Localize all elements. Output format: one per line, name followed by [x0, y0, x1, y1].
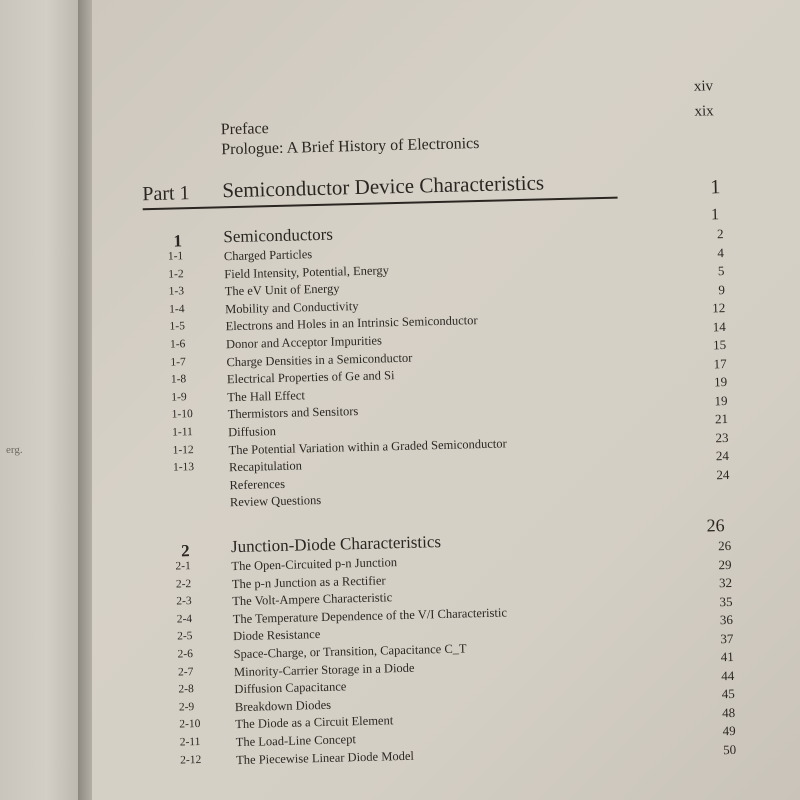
book-gutter: [78, 0, 92, 800]
section-number: 2-3: [176, 595, 192, 608]
section-page: 19: [714, 392, 728, 408]
section-title: The Piecewise Linear Diode Model: [236, 748, 415, 767]
part-title: Semiconductor Device Characteristics: [221, 170, 545, 203]
section-number: 2-6: [177, 648, 194, 661]
section-number: 1-12: [172, 443, 194, 457]
chapter-1-title: Semiconductors: [223, 224, 334, 247]
section-number: 2-4: [176, 612, 193, 626]
section-page: 2: [716, 226, 724, 242]
section-number: 1-3: [168, 285, 185, 298]
chapter-2-page: 26: [706, 515, 725, 536]
section-title: References: [229, 476, 286, 492]
section-title: The Volt-Ampere Characteristic: [232, 590, 393, 609]
section-page: 24: [715, 447, 730, 464]
section-title: Thermistors and Sensitors: [227, 404, 359, 422]
left-page-fragment: erg.: [6, 444, 23, 456]
toc-sheet: [92, 0, 800, 800]
section-number: 2-11: [179, 735, 201, 749]
section-number: 2-12: [180, 753, 202, 767]
section-title: Charge Densities in a Semiconductor: [226, 350, 413, 369]
section-title: The eV Unit of Energy: [224, 281, 340, 299]
section-title: The Hall Effect: [227, 388, 305, 405]
section-title: Field Intensity, Potential, Energy: [224, 262, 390, 281]
section-title: The Diode as a Circuit Element: [235, 713, 394, 732]
section-title: The Load-Line Concept: [235, 732, 356, 750]
section-title: Electrons and Holes in an Intrinsic Semiconductor: [225, 313, 478, 334]
section-title: Donor and Acceptor Impurities: [225, 333, 383, 352]
section-page: 41: [720, 648, 734, 665]
section-page: 19: [713, 374, 728, 390]
part-label: Part 1: [142, 182, 190, 206]
section-title: Breakdown Diodes: [234, 697, 332, 714]
section-page: 49: [722, 722, 736, 739]
section-title: Diode Resistance: [233, 627, 321, 644]
section-page: 29: [718, 556, 732, 572]
section-number: 1-11: [172, 426, 193, 439]
section-page: 24: [716, 466, 730, 482]
section-title: Diffusion: [228, 424, 277, 440]
section-title: Review Questions: [229, 493, 322, 510]
section-page: 44: [721, 667, 735, 683]
section-page: 32: [718, 574, 733, 591]
section-number: 1-2: [168, 267, 184, 281]
chapter-2-number: 2: [180, 541, 190, 561]
section-title: The p-n Junction as a Rectifier: [231, 573, 386, 591]
section-title: Electrical Properties of Ge and Si: [226, 368, 395, 387]
section-title: The Temperature Dependence of the V/I Characteristic: [232, 605, 508, 626]
chapter-2-title: Junction-Diode Characteristics: [230, 532, 442, 557]
section-title: Mobility and Conductivity: [225, 298, 359, 317]
section-number: 1-1: [167, 250, 184, 263]
section-page: 5: [717, 263, 725, 279]
section-number: 1-9: [171, 391, 187, 404]
section-number: 2-7: [177, 665, 194, 679]
section-page: 26: [717, 537, 732, 554]
section-title: Charged Particles: [223, 247, 313, 264]
section-number: 2-10: [179, 718, 201, 731]
section-number: 1-5: [169, 320, 186, 334]
chapter-1-number: 1: [173, 231, 183, 251]
part-page: 1: [710, 176, 721, 199]
section-page: 14: [712, 318, 726, 334]
left-page: [0, 0, 78, 800]
section-page: 36: [719, 611, 734, 628]
section-number: 1-8: [170, 373, 187, 386]
section-title: The Open-Circuited p-n Junction: [231, 555, 398, 574]
toc-page: [92, 0, 800, 800]
section-page: 12: [712, 300, 726, 316]
section-page: [690, 485, 730, 486]
section-title: Minority-Carrier Storage in a Diode: [233, 660, 415, 679]
section-page: 23: [715, 429, 729, 445]
chapter-1-page: 1: [710, 206, 720, 224]
section-number: 1-6: [169, 338, 186, 351]
section-page: 45: [721, 685, 735, 702]
section-number: 1-7: [170, 355, 186, 369]
section-page: 4: [717, 244, 725, 260]
section-number: 1-10: [171, 408, 193, 421]
section-number: 2-9: [178, 700, 195, 714]
section-page: 48: [721, 704, 736, 720]
section-page: 17: [713, 355, 727, 371]
front-matter-prologue: Prologue: A Brief History of Electronics: [221, 134, 480, 159]
section-title: Recapitulation: [228, 458, 303, 475]
section-page: 21: [714, 411, 729, 427]
section-title: The Potential Variation within a Graded Semiconductor: [228, 436, 507, 457]
front-matter-prologue-page: xix: [694, 103, 714, 120]
section-title: Diffusion Capacitance: [234, 679, 347, 697]
section-page: 15: [713, 337, 727, 353]
section-page: 50: [722, 741, 737, 757]
section-number: 1-4: [169, 303, 185, 316]
section-page: 37: [720, 630, 734, 646]
front-matter-preface-page: xiv: [693, 78, 714, 95]
section-title: Space-Charge, or Transition, Capacitance C_T: [233, 641, 467, 662]
section-page: 35: [719, 593, 733, 609]
section-number: 2-5: [177, 630, 193, 643]
section-number: 2-2: [175, 577, 192, 591]
front-matter-preface: Preface: [220, 120, 269, 139]
section-number: 1-13: [172, 461, 195, 474]
section-page: 9: [718, 281, 726, 297]
section-number: 2-1: [175, 560, 191, 573]
section-number: 2-8: [178, 683, 194, 696]
